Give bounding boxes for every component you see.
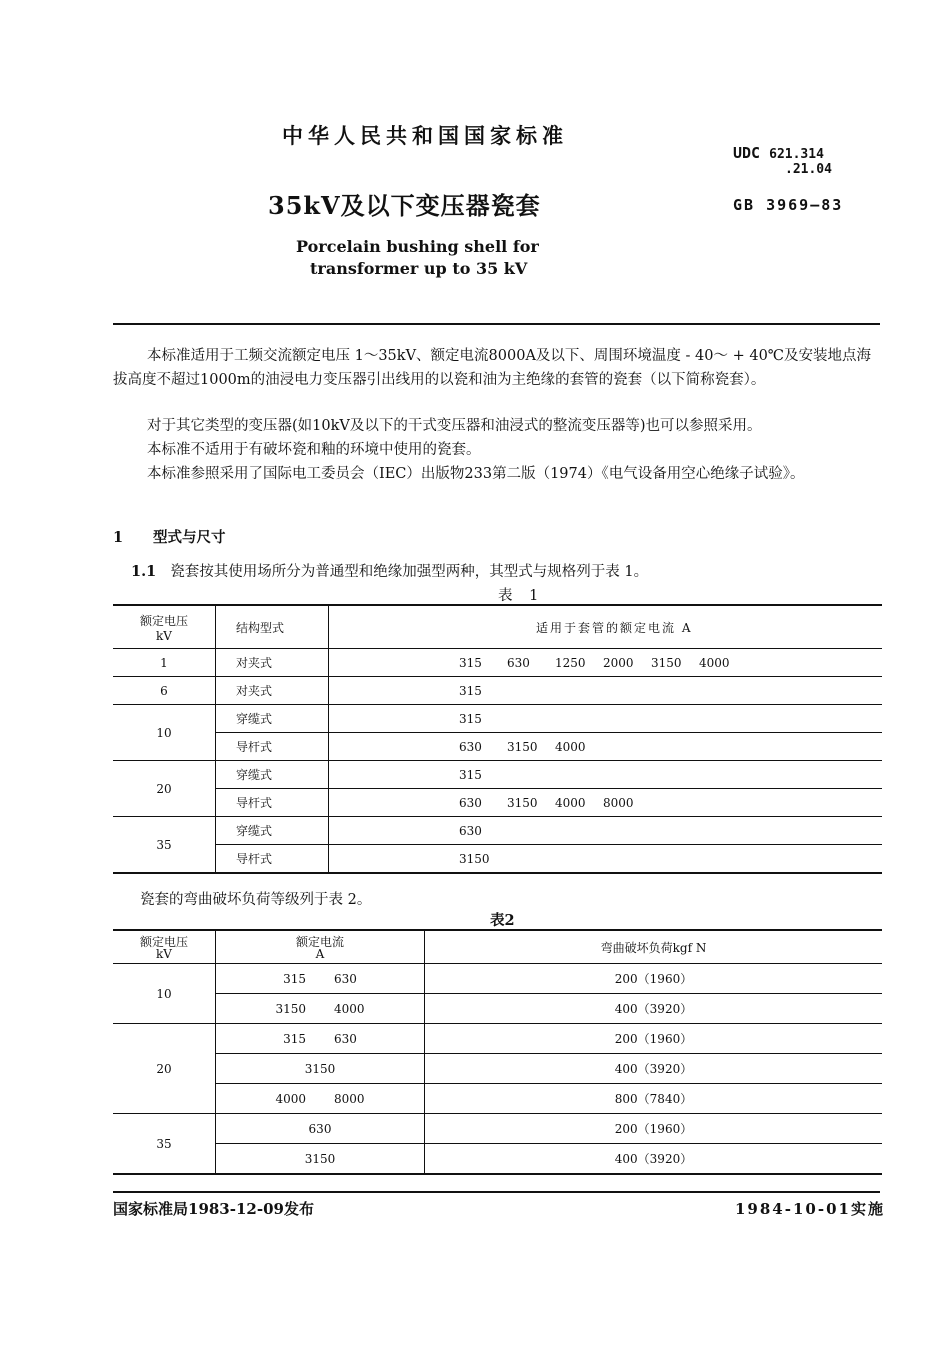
table2-intro: 瓷套的弯曲破坏负荷等级列于表 2。 (140, 892, 372, 908)
gb-code: GB 3969—83 (733, 196, 844, 214)
table-row (113, 845, 882, 874)
section-1-number: 1 (113, 529, 124, 546)
load-cell: 800（7840） (425, 1084, 883, 1114)
table-row (113, 1114, 882, 1144)
table1-head-current: 适用于套管的额定电流 A (329, 605, 883, 649)
type-cell: 穿缆式 (216, 761, 329, 789)
current-cell: 3150 (216, 1144, 425, 1175)
section-1-1-text: 瓷套按其使用场所分为普通型和绝缘加强型两种，其型式与规格列于表 1。 (170, 564, 649, 580)
table1-head-type: 结构型式 (216, 605, 329, 649)
load-cell: 200（1960） (425, 1024, 883, 1054)
type-cell: 导杆式 (216, 733, 329, 761)
current-cell: 3150 (216, 1054, 425, 1084)
section-1-heading (113, 526, 226, 547)
table2-head-current: 额定电流 A (216, 930, 425, 964)
table-row (113, 817, 882, 845)
current-cell: 3150 4000 (216, 994, 425, 1024)
table-row (113, 964, 882, 994)
current-cell: 315 (329, 677, 883, 705)
table-2 (113, 929, 882, 1175)
table-header-row (113, 605, 882, 649)
udc-code (733, 145, 824, 163)
type-cell: 导杆式 (216, 789, 329, 817)
effective-date: 1984-10-01实施 (735, 1200, 885, 1218)
current-cell: 315 630 (216, 1024, 425, 1054)
type-cell: 导杆式 (216, 845, 329, 874)
current-cell: 315 630 1250 2000 3150 4000 (329, 649, 883, 677)
table-row (113, 1024, 882, 1054)
current-cell: 3150 (329, 845, 883, 874)
document-title: 35kV及以下变压器瓷套 (268, 191, 541, 220)
paragraph-exclusion: 本标准不适用于有破坏瓷和釉的环境中使用的瓷套。 (147, 442, 481, 458)
udc-label: UDC (733, 144, 761, 162)
section-1-title: 型式与尺寸 (153, 529, 226, 546)
table-row (113, 733, 882, 761)
table-row (113, 761, 882, 789)
bottom-rule (113, 1191, 880, 1193)
voltage-cell: 10 (113, 964, 216, 1024)
issue-date: 国家标准局1983-12-09发布 (113, 1200, 314, 1218)
type-cell: 穿缆式 (216, 705, 329, 733)
current-cell: 4000 8000 (216, 1084, 425, 1114)
voltage-cell: 10 (113, 705, 216, 761)
table1-head-voltage: 额定电压 kV (113, 605, 216, 649)
udc-number2: .21.04 (785, 162, 832, 177)
type-cell: 对夹式 (216, 649, 329, 677)
current-cell: 315 (329, 705, 883, 733)
current-cell: 630 (329, 817, 883, 845)
section-1-1 (131, 560, 648, 581)
table2-caption: 表2 (490, 912, 515, 929)
load-cell: 200（1960） (425, 964, 883, 994)
table2-head-voltage: 额定电压 kV (113, 930, 216, 964)
section-1-1-number: 1.1 (131, 563, 157, 580)
table-row (113, 1144, 882, 1175)
table-row (113, 1084, 882, 1114)
type-cell: 穿缆式 (216, 817, 329, 845)
voltage-cell: 20 (113, 761, 216, 817)
table-row (113, 789, 882, 817)
english-title-line2: transformer up to 35 kV (310, 259, 528, 278)
table-row (113, 649, 882, 677)
current-cell: 630 3150 4000 (329, 733, 883, 761)
table-header-row (113, 930, 882, 964)
load-cell: 400（3920） (425, 1144, 883, 1175)
load-cell: 200（1960） (425, 1114, 883, 1144)
udc-number: 621.314 (769, 147, 824, 162)
english-title (296, 236, 539, 280)
voltage-cell: 35 (113, 1114, 216, 1175)
table2-head-load: 弯曲破坏负荷kgf N (425, 930, 883, 964)
current-cell: 630 3150 4000 8000 (329, 789, 883, 817)
voltage-cell: 6 (113, 677, 216, 705)
voltage-cell: 1 (113, 649, 216, 677)
paragraph-scope: 本标准适用于工频交流额定电压 1～35kV、额定电流8000A及以下、周围环境温度 - 40～ + 40℃及安装地点海拔高度不超过1000m的油浸电力变压器引出线用的以瓷和油为主绝缘的套管的瓷套（以下简称瓷套）。 (113, 348, 872, 388)
current-cell: 315 (329, 761, 883, 789)
voltage-cell: 35 (113, 817, 216, 874)
standard-title: 中华人民共和国国家标准 (282, 123, 568, 148)
table-1 (113, 604, 882, 874)
load-cell: 400（3920） (425, 994, 883, 1024)
table-row (113, 994, 882, 1024)
voltage-cell: 20 (113, 1024, 216, 1114)
type-cell: 对夹式 (216, 677, 329, 705)
current-cell: 630 (216, 1114, 425, 1144)
load-cell: 400（3920） (425, 1054, 883, 1084)
table1-caption: 表 1 (498, 588, 545, 604)
table-row (113, 677, 882, 705)
english-title-line1: Porcelain bushing shell for (296, 237, 539, 256)
table-row (113, 1054, 882, 1084)
current-cell: 315 630 (216, 964, 425, 994)
paragraph-other-types: 对于其它类型的变压器(如10kV及以下的干式变压器和油浸式的整流变压器等)也可以参照采用。 (147, 418, 762, 434)
paragraph-reference: 本标准参照采用了国际电工委员会（IEC）出版物233第二版（1974）《电气设备用空心绝缘子试验》。 (147, 466, 805, 482)
top-rule (113, 323, 880, 325)
table-row (113, 705, 882, 733)
